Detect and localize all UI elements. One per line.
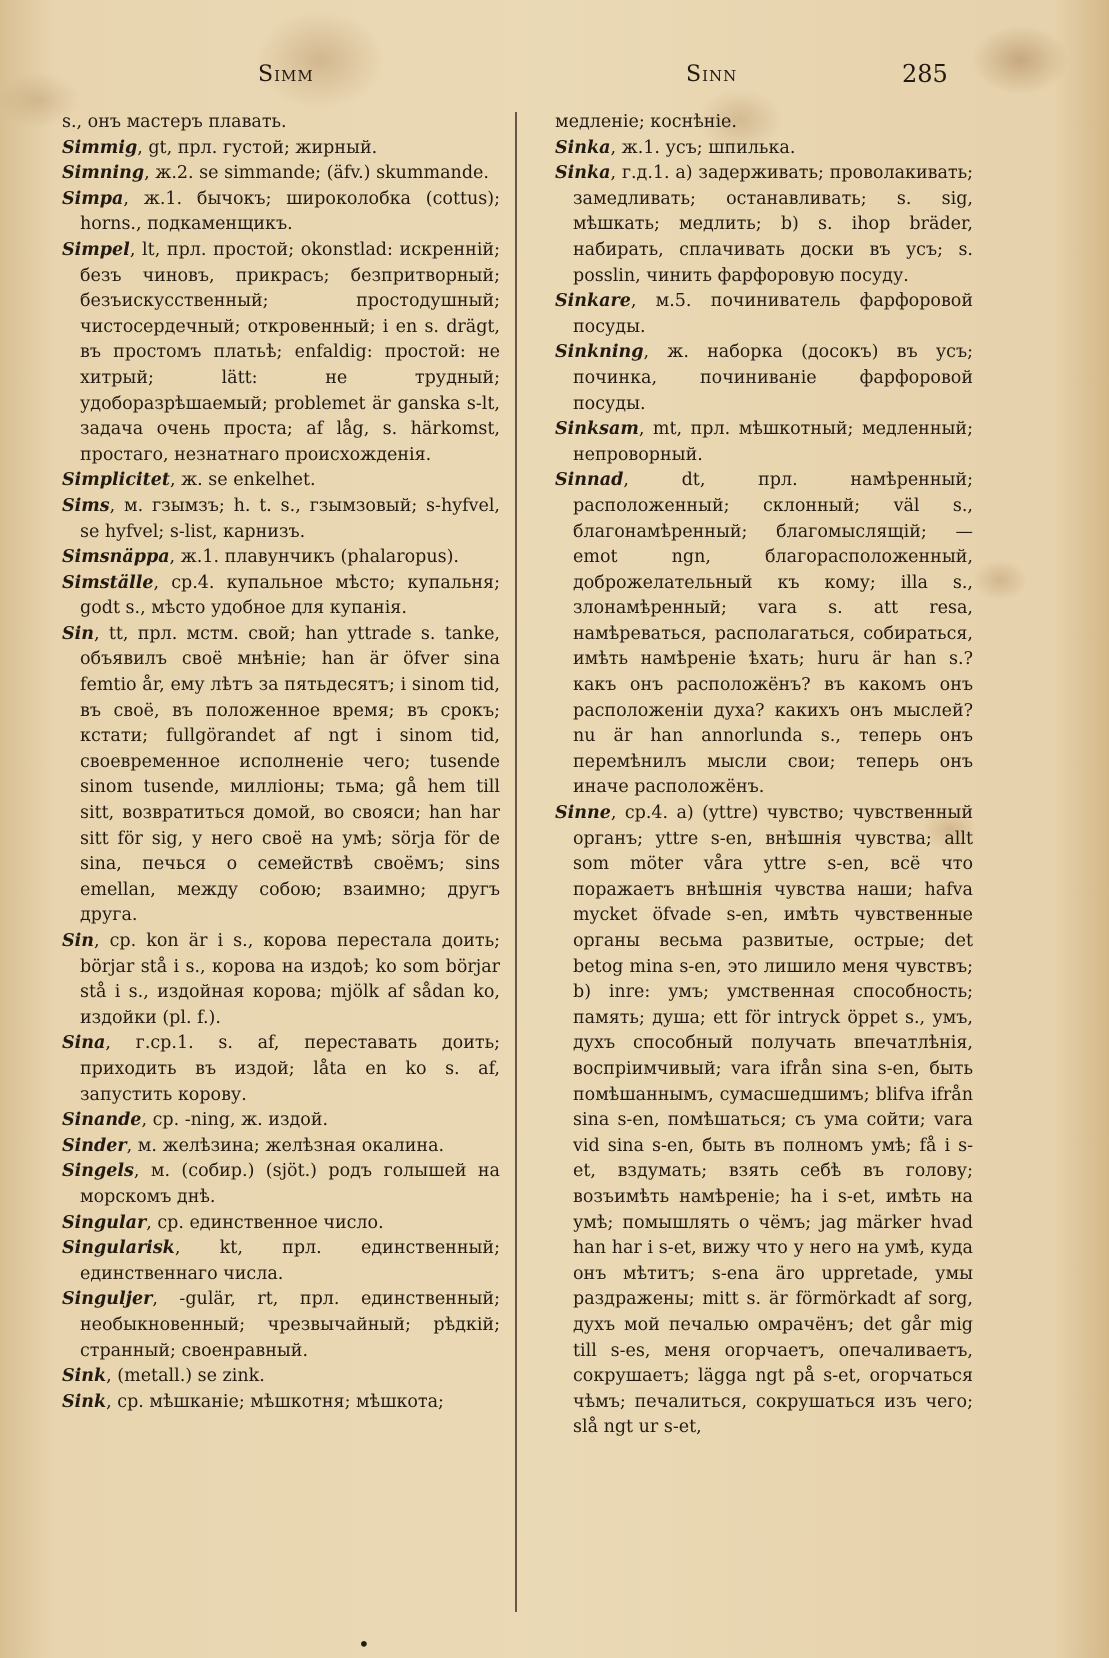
dictionary-entry: Sinka, ж.1. усъ; шпилька. bbox=[555, 137, 796, 158]
dictionary-entry: Simplicitet, ж. se enkelhet. bbox=[62, 470, 316, 491]
dictionary-entry: Sinkning, ж. наборка (досокъ) въ усъ; починка, починиваніе фарфоровой посуды. bbox=[555, 342, 973, 414]
dictionary-entry: Sinande, ср. -ning, ж. издой. bbox=[62, 1110, 329, 1131]
dictionary-entry: s., онъ мастеръ плавать. bbox=[62, 112, 287, 132]
dictionary-entry: Sinne, ср.4. a) (yttre) чувство; чувственный органъ; yttre s-en, внѣшнія чувства; allt som möter våra yttre s-en, всё что поражаетъ внѣшнія чувства наши; hafva mycket öfvade s-en, имѣть чувственные органы весьма развитые, острые; det betog mina s-en, это лишило меня чувствъ; b) inre: умъ; умственная способность; память; душа; ett för intryck öppet s., умъ, духъ способный получать впечатлѣнія, воспріимчивый; vara ifrån sina s-en, быть помѣшаннымъ, сумасшедшимъ; blifva ifrån sina s-en, помѣшаться; съ ума сойти; vara vid sina s-en, быть въ полномъ умѣ; få i s-et, вздумать; взять себѣ въ голову; возъимѣть намѣреніе; ha i s-et, имѣть на умѣ; помышлять о чёмъ; jag märker hvad han har i s-et, вижу что у него на умѣ, куда онъ мѣтитъ; s-ena äro uppretade, умы раздражены; mitt s. är förmörkadt af sorg, духъ мой печалью омрачёнъ; det går mig till s-es, меня огорчаетъ, опечаливаетъ, сокрушаетъ; lägga ngt på s-et, огорчаться чѣмъ; печалиться, сокрушаться изъ чего; slå ngt ur s-et, bbox=[555, 803, 973, 1438]
left-column bbox=[62, 110, 500, 1415]
footer-mark: • bbox=[358, 1632, 370, 1656]
dictionary-entry: Sinder, м. желѣзина; желѣзная окалина. bbox=[62, 1135, 445, 1156]
dictionary-entry: Singels, м. (собир.) (sjöt.) родъ голышей на морскомъ днѣ. bbox=[62, 1161, 500, 1207]
running-head-right: Sinn bbox=[686, 62, 738, 87]
dictionary-entry: Singular, ср. единственное число. bbox=[62, 1212, 384, 1233]
dictionary-entry: Sinnad, dt, прл. намѣренный; расположенный; склонный; väl s., благонамѣренный; благомыслящій; — emot ngn, благорасположенный, доброжелательный къ кому; illa s., злонамѣренный; vara s. att resa, намѣреваться, располагаться, собираться, имѣть намѣреніе ѣхать; huru är han s.? какъ онъ расположёнъ? въ какомъ онъ расположеніи духа? какихъ онъ мыслей? nu är han annorlunda s., теперь онъ перемѣнилъ мысли свои; теперь онъ иначе расположёнъ. bbox=[555, 470, 973, 798]
dictionary-entry: Sin, tt, прл. мстм. свой; han yttrade s. tanke, объявилъ своё мнѣніе; han är öfver sina femtio år, ему лѣтъ за пятьдесятъ; i sinom tid, въ своё, въ положенное время; въ срокъ; кстати; fullgörandet af ngt i sinom tid, своевременное исполненіе чего; tusende sinom tusende, милліоны; тьма; gå hem till sitt, возвратиться домой, во свояси; han har sitt för sig, у него своё на умѣ; sörja för de sina, печься о семействѣ своёмъ; sins emellan, между собою; взаимно; другъ друга. bbox=[62, 623, 500, 926]
dictionary-entry: Singularisk, kt, прл. единственный; единственнаго числа. bbox=[62, 1238, 500, 1284]
dictionary-entry: Sink, (metall.) se zink. bbox=[62, 1366, 265, 1387]
dictionary-entry: Sinka, г.д.1. a) задерживать; проволакивать; замедливать; останавливать; s. sig, мѣшкать; медлить; b) s. ihop bräder, набирать, сплачивать доски въ усъ; s. posslin, чинить фарфоровую посуду. bbox=[555, 163, 973, 286]
dictionary-entry: Simsnäppa, ж.1. плавунчикъ (phalaropus). bbox=[62, 547, 459, 568]
dictionary-entry: Sinksam, mt, прл. мѣшкотный; медленный; непроворный. bbox=[555, 419, 973, 465]
dictionary-entry: Simställe, ср.4. купальное мѣсто; купальня; godt s., мѣсто удобное для купанія. bbox=[62, 572, 500, 619]
dictionary-entry: медленіе; коснѣніе. bbox=[555, 112, 737, 132]
column-divider bbox=[515, 112, 517, 1612]
dictionary-entry: Sink, ср. мѣшканіе; мѣшкотня; мѣшкота; bbox=[62, 1391, 444, 1412]
dictionary-entry: Singuljer, -gulär, rt, прл. единственный; необыкновенный; чрезвычайный; рѣдкій; странный; своенравный. bbox=[62, 1289, 500, 1361]
dictionary-entry: Simmig, gt, прл. густой; жирный. bbox=[62, 137, 378, 158]
dictionary-entry: Sina, г.ср.1. s. af, переставать доить; приходить въ издой; låta en ko s. af, запустить корову. bbox=[62, 1033, 500, 1105]
right-column bbox=[555, 110, 973, 1441]
dictionary-entry: Simning, ж.2. se simmande; (äfv.) skummande. bbox=[62, 163, 489, 184]
page-number: 285 bbox=[902, 60, 948, 88]
dictionary-entry: Simpa, ж.1. бычокъ; широколобка (cottus); horns., подкаменщикъ. bbox=[62, 188, 500, 235]
running-head-left: Simm bbox=[258, 62, 314, 87]
dictionary-entry: Sims, м. гзымзъ; h. t. s., гзымзовый; s-hyfvel, se hyfvel; s-list, карнизъ. bbox=[62, 495, 500, 542]
dictionary-entry: Sin, ср. kon är i s., корова перестала доить; börjar stå i s., корова на издоѣ; ko som börjar stå i s., издойная корова; mjölk af sådan ko, издойки (pl. f.). bbox=[62, 931, 500, 1028]
dictionary-entry: Simpel, lt, прл. простой; okonstlad: искренній; безъ чиновъ, прикрасъ; безпритворный; безъискусственный; простодушный; чистосердечный; откровенный; i en s. drägt, въ простомъ платьѣ; enfaldig: простой: не хитрый; lätt: не трудный; удобоpaзрѣшаемый; problemet är ganska s-lt, задача очень проста; af låg, s. härkomst, простаго, незнатнаго происхожденія. bbox=[62, 239, 500, 465]
dictionary-entry: Sinkare, м.5. починиватель фарфоровой посуды. bbox=[555, 291, 973, 337]
